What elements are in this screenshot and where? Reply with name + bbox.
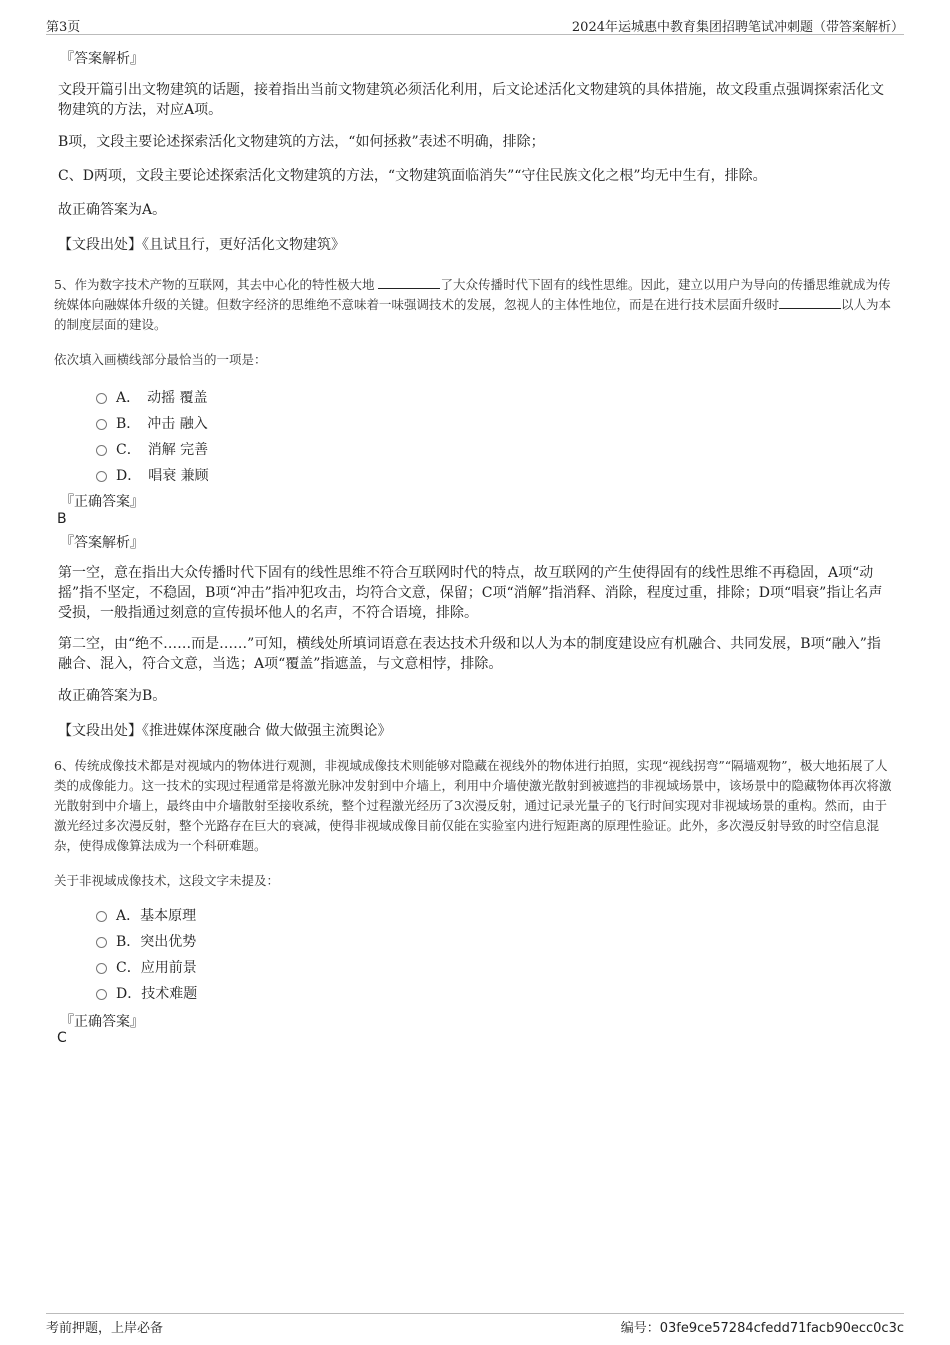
correct-answer-label: 『正确答案』 [60,1014,144,1030]
option-d[interactable]: D． 唱衰 兼顾 [96,465,209,485]
text-source: 【文段出处】《推进媒体深度融合 做大做强主流舆论》 [58,723,392,739]
option-a[interactable]: A． 动摇 覆盖 [96,387,208,407]
fill-blank [779,296,841,309]
radio-icon[interactable] [96,963,107,974]
option-b[interactable]: B． 冲击 融入 [96,413,208,433]
radio-icon[interactable] [96,937,107,948]
page-number: 第3页 [46,20,81,35]
document-id: 编号：03fe9ce57284cfedd71facb90ecc0c3c [620,1321,904,1336]
option-a[interactable]: A．基本原理 [96,905,196,925]
option-c[interactable]: C．应用前景 [96,957,197,977]
option-b[interactable]: B．突出优势 [96,931,196,951]
question-6-text: 6、传统成像技术都是对视域内的物体进行观测，非视域成像技术则能够对隐藏在视线外的物体进行拍照，实现“视线拐弯”“隔墙观物”，极大地拓展了人类的成像能力。这一技术的实现过程通常是将激光脉冲发射到中介墙上，利用中介墙使激光散射到被遮挡的非视域场景中，该场景中的隐藏物体再次将激光散射到中介墙上，最终由中介墙散射至接收系统，整个过程激光经历了3次漫反射，通过记录光量子的飞行时间实现对非视域场景的重构。然而，由于激光经过多次漫反射，整个光路存在巨大的衰减，使得非视域成像目前仅能在实验室内进行短距离的原理性验证。此外，多次漫反射导致的时空信息混杂，使得成像算法成为一个科研难题。 [54,758,892,853]
radio-icon[interactable] [96,393,107,404]
radio-icon[interactable] [96,445,107,456]
question-6-prompt: 关于非视域成像技术，这段文字未提及： [54,873,280,888]
analysis-paragraph: C、D两项，文段主要论述探索活化文物建筑的方法，“文物建筑面临消失”“守住民族文化之根”均无中生有，排除。 [58,168,767,184]
question-5-prompt: 依次填入画横线部分最恰当的一项是： [54,352,267,367]
correct-answer: B [57,511,67,527]
correct-answer: C [57,1030,67,1046]
analysis-label: 『答案解析』 [60,51,144,67]
footer-slogan: 考前押题，上岸必备 [46,1321,164,1336]
analysis-paragraph: B项，文段主要论述探索活化文物建筑的方法，“如何拯救”表述不明确，排除； [58,134,545,150]
page-header [46,14,904,35]
radio-icon[interactable] [96,989,107,1000]
fill-blank [378,276,440,289]
correct-answer-label: 『正确答案』 [60,494,144,510]
analysis-paragraph: 第一空，意在指出大众传播时代下固有的线性思维不符合互联网时代的特点，故互联网的产生使得固有的线性思维不再稳固，A项“动摇”指不坚定，不稳固，B项“冲击”指冲犯攻击，均符合文意，保留；C项“消解”指消释、消除，程度过重，排除；D项“唱衰”指让名声受损，一般指通过刻意的宣传损坏他人的名声，不符合语境，排除。 [58,565,883,621]
analysis-paragraph: 第二空，由“绝不……而是……”可知，横线处所填词语意在表达技术升级和以人为本的制度建设应有机融合、共同发展，B项“融入”指融合、混入，符合文意，当选；A项“覆盖”指遮盖，与文意相悖，排除。 [58,636,881,672]
radio-icon[interactable] [96,419,107,430]
analysis-paragraph: 文段开篇引出文物建筑的话题，接着指出当前文物建筑必须活化利用，后文论述活化文物建筑的具体措施，故文段重点强调探索活化文物建筑的方法，对应A项。 [58,82,884,118]
question-5-text: 5、作为数字技术产物的互联网，其去中心化的特性极大地 了大众传播时代下固有的线性思维。因此，建立以用户为导向的传播思维就成为传统媒体向融媒体升级的关键。但数字经济的思维绝不意味着一味强调技术的发展，忽视人的主体性地位，而是在进行技术层面升级时 以人为本的制度层面的建设。 [54,277,892,332]
radio-icon[interactable] [96,471,107,482]
answer-conclusion: 故正确答案为B。 [58,688,167,704]
answer-conclusion: 故正确答案为A。 [58,202,167,218]
document-title: 2024年运城惠中教育集团招聘笔试冲刺题（带答案解析） [571,20,904,35]
radio-icon[interactable] [96,911,107,922]
option-d[interactable]: D．技术难题 [96,983,197,1003]
page-footer [46,1313,904,1336]
option-c[interactable]: C． 消解 完善 [96,439,208,459]
text-source: 【文段出处】《且试且行，更好活化文物建筑》 [58,237,345,253]
analysis-label: 『答案解析』 [60,535,144,551]
